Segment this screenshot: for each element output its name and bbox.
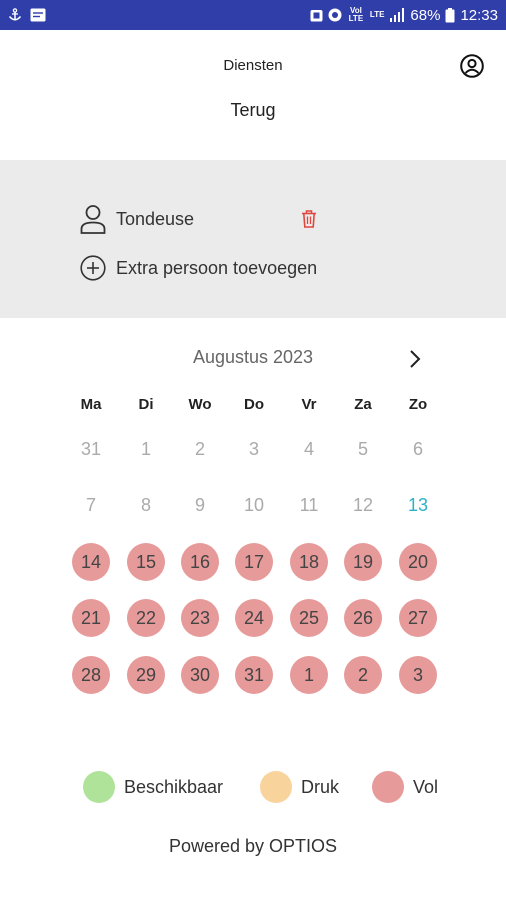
signal-icon	[389, 8, 405, 22]
calendar-day[interactable]: 29	[127, 656, 165, 694]
calendar-day[interactable]: 7	[85, 494, 96, 515]
recording-icon	[328, 8, 342, 22]
calendar-day[interactable]: 2	[194, 438, 205, 459]
calendar-day[interactable]: 19	[344, 543, 382, 581]
calendar-day[interactable]: 4	[303, 438, 314, 459]
weekday-header: Wo	[188, 396, 212, 413]
weekday-header: Di	[138, 396, 154, 413]
calendar-day[interactable]: 16	[181, 543, 219, 581]
calendar-day[interactable]: 9	[194, 494, 205, 515]
calendar-day[interactable]: 31	[80, 438, 102, 459]
calendar-day[interactable]: 20	[399, 543, 437, 581]
calendar-day[interactable]: 18	[290, 543, 328, 581]
weekday-header: Do	[244, 396, 264, 413]
legend-label: Beschikbaar	[124, 776, 224, 797]
calendar-day[interactable]: 17	[235, 543, 273, 581]
calendar-day[interactable]: 11	[299, 494, 319, 515]
calendar-day[interactable]: 3	[248, 438, 259, 459]
calendar-day[interactable]: 31	[235, 656, 273, 694]
calendar-day[interactable]: 5	[357, 438, 368, 459]
calendar-day[interactable]: 3	[399, 656, 437, 694]
add-person-button[interactable]	[80, 255, 317, 281]
calendar-day[interactable]: 8	[140, 494, 151, 515]
calendar-day[interactable]: 30	[181, 656, 219, 694]
legend-label: Vol	[413, 776, 439, 797]
legend-dot	[372, 771, 404, 803]
calendar-day[interactable]: 1	[290, 656, 328, 694]
app-header	[0, 30, 506, 160]
persons-panel	[0, 160, 506, 318]
status-bar	[0, 0, 506, 30]
page-title: Diensten	[223, 57, 283, 74]
legend-dot	[260, 771, 292, 803]
calendar-day[interactable]: 12	[352, 494, 374, 515]
weekday-header: Zo	[408, 396, 428, 413]
anchor-icon	[8, 8, 22, 22]
legend	[0, 771, 506, 805]
person-row	[80, 204, 194, 234]
lte-label: LTE	[369, 10, 385, 19]
month-label: Augustus 2023	[192, 347, 314, 367]
calendar-day[interactable]: 24	[235, 599, 273, 637]
calendar-day[interactable]: 25	[290, 599, 328, 637]
legend-dot	[83, 771, 115, 803]
calendar-day[interactable]: 6	[412, 438, 423, 459]
calendar-day[interactable]: 23	[181, 599, 219, 637]
message-icon	[30, 8, 46, 22]
calendar-day[interactable]: 10	[243, 494, 265, 515]
calendar-day[interactable]: 14	[72, 543, 110, 581]
legend-label: Druk	[301, 776, 340, 797]
volte-label: Vol LTE	[348, 6, 364, 23]
chevron-right-icon[interactable]	[405, 348, 425, 370]
calendar-day[interactable]: 2	[344, 656, 382, 694]
person-name: Tondeuse	[116, 208, 195, 229]
battery-percentage: 68%	[410, 6, 441, 24]
battery-icon	[445, 8, 455, 23]
calendar-day[interactable]: 1	[140, 438, 151, 459]
weekday-header: Vr	[301, 396, 317, 413]
calendar-day[interactable]: 21	[72, 599, 110, 637]
add-circle-icon	[80, 255, 106, 281]
delete-person-icon[interactable]	[301, 210, 317, 228]
back-button[interactable]: Terug	[230, 100, 276, 120]
calendar-day[interactable]: 13	[407, 494, 429, 515]
clock: 12:33	[460, 6, 498, 24]
weekday-header: Za	[354, 396, 372, 413]
account-icon[interactable]	[460, 54, 484, 78]
powered-by: Powered by OPTIOS	[168, 836, 338, 856]
notification-icons	[0, 8, 46, 22]
alarm-icon	[310, 8, 323, 22]
add-person-label: Extra persoon toevoegen	[116, 257, 318, 278]
legend-item	[260, 771, 339, 803]
calendar-day[interactable]: 27	[399, 599, 437, 637]
legend-item	[372, 771, 438, 803]
calendar-day[interactable]: 28	[72, 656, 110, 694]
calendar-day[interactable]: 26	[344, 599, 382, 637]
system-icons	[310, 7, 506, 24]
weekday-header: Ma	[80, 396, 102, 413]
person-icon	[80, 204, 106, 234]
calendar-day[interactable]: 15	[127, 543, 165, 581]
calendar-day[interactable]: 22	[127, 599, 165, 637]
legend-item	[83, 771, 223, 803]
